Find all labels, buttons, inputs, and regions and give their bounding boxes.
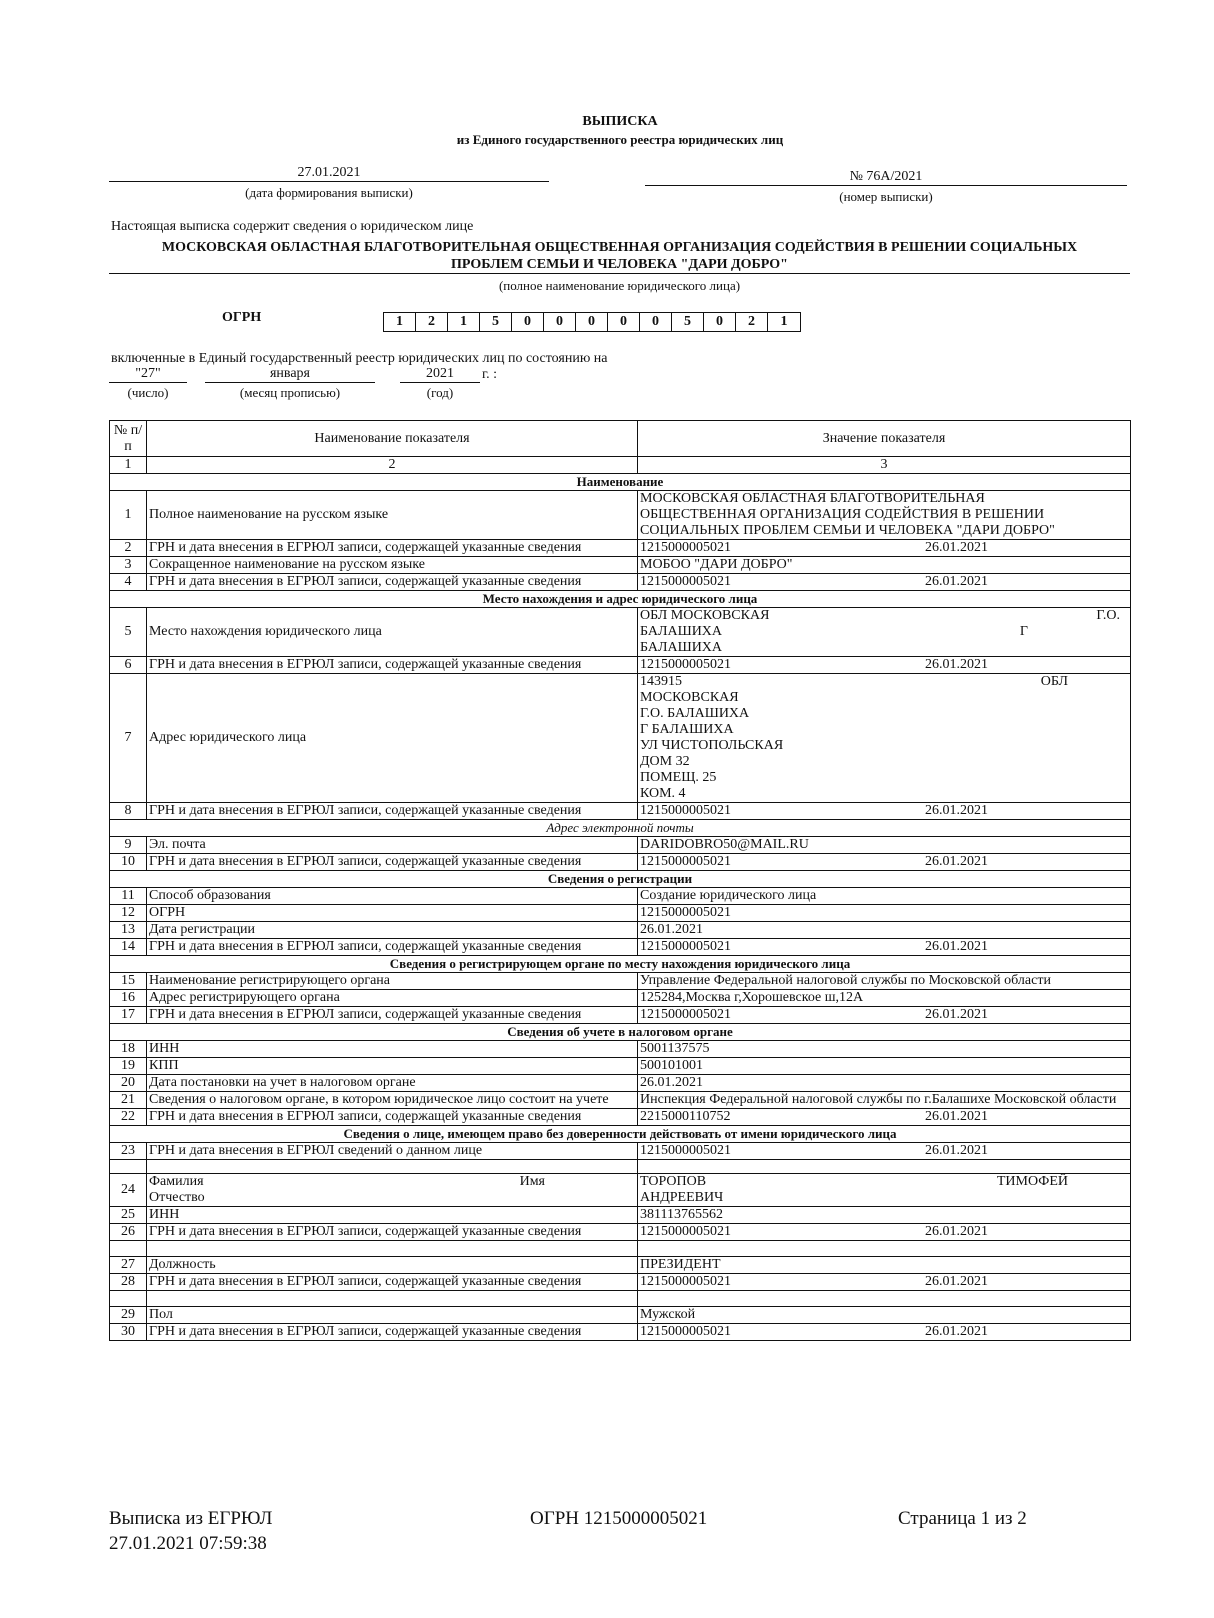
state-year-suffix: г. : — [482, 367, 498, 382]
table-row: 26 ГРН и дата внесения в ЕГРЮЛ записи, содержащей указанные сведения 1215000005021 26.01.2021 — [110, 1224, 1131, 1241]
year-caption: (год) — [426, 385, 454, 400]
intro-text: Настоящая выписка содержит сведения о юридическом лице — [111, 219, 474, 234]
table-row: 3 Сокращенное наименование на русском языке МОБОО "ДАРИ ДОБРО" — [110, 557, 1131, 574]
section-title: Сведения о регистрирующем органе по месту нахождения юридического лица — [110, 956, 1131, 973]
section-title: Адрес электронной почты — [110, 820, 1131, 837]
ogrn-digit: 1 — [780, 314, 788, 329]
row-label: Полное наименование на русском языке — [147, 491, 638, 540]
section-title: Наименование — [110, 474, 1131, 491]
state-day: "27" — [109, 366, 187, 383]
table-row: 29 Пол Мужской — [110, 1307, 1131, 1324]
table-row: 19 КПП 500101001 — [110, 1058, 1131, 1075]
table-row: 21 Сведения о налоговом органе, в котором юридическое лицо состоит на учете Инспекция Федеральной налоговой службы по г.Балашихе Московской области — [110, 1092, 1131, 1109]
table-row: 5 Место нахождения юридического лица ОБЛ МОСКОВСКАЯ Г.О. БАЛАШИХА Г БАЛАШИХА — [110, 608, 1131, 657]
section-row — [110, 820, 1131, 837]
extract-number-caption: (номер выписки) — [839, 189, 933, 204]
table-row: 14 ГРН и дата внесения в ЕГРЮЛ записи, содержащей указанные сведения 1215000005021 26.01.2021 — [110, 939, 1131, 956]
org-name-line2: ПРОБЛЕМ СЕМЬИ И ЧЕЛОВЕКА "ДАРИ ДОБРО" — [109, 257, 1130, 274]
table-row: 6 ГРН и дата внесения в ЕГРЮЛ записи, содержащей указанные сведения 1215000005021 26.01.2021 — [110, 657, 1131, 674]
table-row: 27 Должность ПРЕЗИДЕНТ — [110, 1257, 1131, 1274]
ogrn-digit: 0 — [640, 313, 672, 331]
footer-ogrn: ОГРН 1215000005021 — [530, 1508, 708, 1529]
section-row — [110, 956, 1131, 973]
ogrn-digit: 1 — [448, 313, 480, 331]
head-num: № п/п — [110, 421, 147, 457]
egrul-table — [109, 420, 1131, 1341]
month-caption: (месяц прописью) — [239, 385, 341, 400]
ogrn-digit: 0 — [704, 313, 736, 331]
table-row: 28 ГРН и дата внесения в ЕГРЮЛ записи, содержащей указанные сведения 1215000005021 26.01.2021 — [110, 1274, 1131, 1291]
ogrn-digit: 0 — [608, 313, 640, 331]
section-title: Сведения об учете в налоговом органе — [110, 1024, 1131, 1041]
section-row — [110, 1126, 1131, 1143]
ogrn-digit-boxes — [383, 312, 801, 332]
table-row: 2 ГРН и дата внесения в ЕГРЮЛ записи, содержащей указанные сведения 1215000005021 26.01.2021 — [110, 540, 1131, 557]
generation-date-caption: (дата формирования выписки) — [245, 185, 413, 200]
table-row: 23 ГРН и дата внесения в ЕГРЮЛ сведений о данном лице 1215000005021 26.01.2021 — [110, 1143, 1131, 1160]
extract-number: № 76А/2021 — [645, 169, 1127, 186]
col-num-1: 1 — [110, 457, 147, 474]
doc-subtitle: из Единого государственного реестра юридических лиц — [456, 132, 784, 147]
row-value: МОСКОВСКАЯ ОБЛАСТНАЯ БЛАГОТВОРИТЕЛЬНАЯ ОБЩЕСТВЕННАЯ ОРГАНИЗАЦИЯ СОДЕЙСТВИЯ В РЕШЕНИИ СОЦИАЛЬНЫХ ПРОБЛЕМ СЕМЬИ И ЧЕЛОВЕКА "ДАРИ ДОБРО" — [638, 491, 1131, 540]
ogrn-digit: 2 — [736, 313, 768, 331]
generation-date: 27.01.2021 — [109, 165, 549, 182]
table-row: 24 Фамилия Имя Отчество ТОРОПОВ ТИМОФЕЙ АНДРЕЕВИЧ — [110, 1174, 1131, 1207]
section-row — [110, 871, 1131, 888]
section-title: Место нахождения и адрес юридического лица — [110, 591, 1131, 608]
ogrn-digit: 5 — [672, 313, 704, 331]
column-numbers-row — [110, 457, 1131, 474]
table-header-row — [110, 421, 1131, 457]
section-row — [110, 1024, 1131, 1041]
row-num: 1 — [110, 491, 147, 540]
table-row: 30 ГРН и дата внесения в ЕГРЮЛ записи, содержащей указанные сведения 1215000005021 26.01.2021 — [110, 1324, 1131, 1341]
section-row — [110, 474, 1131, 491]
state-month: января — [205, 366, 375, 383]
ogrn-digit: 0 — [512, 313, 544, 331]
section-row — [110, 591, 1131, 608]
org-name-line1: МОСКОВСКАЯ ОБЛАСТНАЯ БЛАГОТВОРИТЕЛЬНАЯ ОБЩЕСТВЕННАЯ ОРГАНИЗАЦИЯ СОДЕЙСТВИЯ В РЕШЕНИИ СОЦИАЛЬНЫХ — [161, 240, 1078, 255]
table-row: 4 ГРН и дата внесения в ЕГРЮЛ записи, содержащей указанные сведения 1215000005021 26.01.2021 — [110, 574, 1131, 591]
table-row: 25 ИНН 381113765562 — [110, 1207, 1131, 1224]
ogrn-digit: 1 — [384, 313, 416, 331]
ogrn-digit: 0 — [544, 313, 576, 331]
table-row: 15 Наименование регистрирующего органа Управление Федеральной налоговой службы по Московской области — [110, 973, 1131, 990]
footer-page: Страница 1 из 2 — [898, 1508, 1027, 1529]
table-row: 17 ГРН и дата внесения в ЕГРЮЛ записи, содержащей указанные сведения 1215000005021 26.01.2021 — [110, 1007, 1131, 1024]
blank-row — [110, 1160, 1131, 1174]
head-value: Значение показателя — [638, 421, 1131, 457]
table-row: 11 Способ образования Создание юридического лица — [110, 888, 1131, 905]
blank-row — [110, 1241, 1131, 1257]
table-row: 18 ИНН 5001137575 — [110, 1041, 1131, 1058]
head-name: Наименование показателя — [147, 421, 638, 457]
table-row: 13 Дата регистрации 26.01.2021 — [110, 922, 1131, 939]
section-title: Сведения о регистрации — [110, 871, 1131, 888]
org-name-caption: (полное наименование юридического лица) — [498, 278, 741, 293]
footer-timestamp: 27.01.2021 07:59:38 — [109, 1533, 267, 1554]
table-row: 9 Эл. почта DARIDOBRO50@MAIL.RU — [110, 837, 1131, 854]
included-text: включенные в Единый государственный реестр юридических лиц по состоянию на — [111, 351, 608, 366]
doc-title: ВЫПИСКА — [582, 114, 658, 129]
state-year: 2021 — [400, 366, 480, 383]
table-row: 7 Адрес юридического лица 143915 ОБЛ МОСКОВСКАЯ Г.О. БАЛАШИХА Г БАЛАШИХА УЛ ЧИСТОПОЛЬСКАЯ ДОМ 32 ПОМЕЩ. 25 КОМ. 4 — [110, 674, 1131, 803]
footer-doc-name: Выписка из ЕГРЮЛ — [109, 1508, 273, 1529]
table-row: 16 Адрес регистрирующего органа 125284,Москва г,Хорошевское ш,12А — [110, 990, 1131, 1007]
table-row: 10 ГРН и дата внесения в ЕГРЮЛ записи, содержащей указанные сведения 1215000005021 26.01.2021 — [110, 854, 1131, 871]
section-title: Сведения о лице, имеющем право без доверенности действовать от имени юридического лица — [110, 1126, 1131, 1143]
table-row — [110, 491, 1131, 540]
table-row: 22 ГРН и дата внесения в ЕГРЮЛ записи, содержащей указанные сведения 2215000110752 26.01.2021 — [110, 1109, 1131, 1126]
day-caption: (число) — [127, 385, 169, 400]
table-row: 8 ГРН и дата внесения в ЕГРЮЛ записи, содержащей указанные сведения 1215000005021 26.01.2021 — [110, 803, 1131, 820]
ogrn-digit: 2 — [416, 313, 448, 331]
ogrn-digit: 0 — [576, 313, 608, 331]
table-row: 20 Дата постановки на учет в налоговом органе 26.01.2021 — [110, 1075, 1131, 1092]
blank-row — [110, 1291, 1131, 1307]
col-num-3: 3 — [638, 457, 1131, 474]
col-num-2: 2 — [147, 457, 638, 474]
ogrn-digit: 5 — [480, 313, 512, 331]
table-row: 12 ОГРН 1215000005021 — [110, 905, 1131, 922]
ogrn-label: ОГРН — [222, 310, 262, 325]
